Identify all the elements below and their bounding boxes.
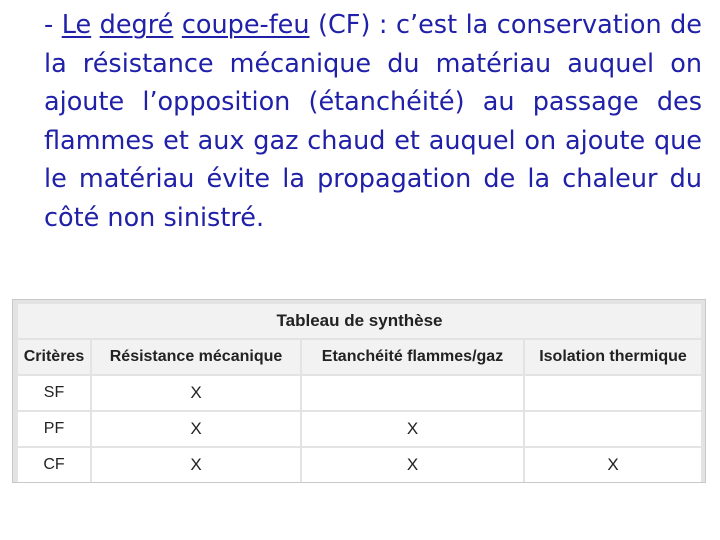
header-resistance-mecanique: Résistance mécanique — [92, 340, 300, 374]
cell-criterion: PF — [18, 412, 90, 446]
table-title: Tableau de synthèse — [18, 304, 701, 338]
synthesis-table-container — [12, 299, 706, 483]
table-row-sf — [18, 376, 701, 410]
header-etancheite: Etanchéité flammes/gaz — [302, 340, 523, 374]
cell-isolation — [525, 376, 701, 410]
cell-etancheite — [302, 376, 523, 410]
header-criteres: Critères — [18, 340, 90, 374]
term-le: Le — [61, 10, 92, 40]
table-header-row — [18, 340, 701, 374]
dash: - — [44, 10, 54, 40]
cell-resistance: X — [92, 376, 300, 410]
cell-etancheite: X — [302, 448, 523, 482]
header-isolation-thermique: Isolation thermique — [525, 340, 701, 374]
definition-text: : c’est la conservation de la résistance mécanique du matériau auquel on ajoute l’opposition (étanchéité) au passage des flammes et aux gaz chaud et auquel on ajoute que le matériau évite la propagation de la chaleur du côté non sinistré. — [44, 10, 702, 233]
cell-criterion: CF — [18, 448, 90, 482]
cell-etancheite: X — [302, 412, 523, 446]
term-abbreviation: (CF) — [318, 10, 371, 40]
synthesis-table — [16, 302, 703, 484]
term-degre: degré — [99, 10, 174, 40]
cell-criterion: SF — [18, 376, 90, 410]
term-coupe-feu: coupe-feu — [181, 10, 310, 40]
cell-isolation — [525, 412, 701, 446]
cell-resistance: X — [92, 448, 300, 482]
cell-isolation: X — [525, 448, 701, 482]
table-row-pf — [18, 412, 701, 446]
definition-paragraph — [44, 6, 702, 237]
cell-resistance: X — [92, 412, 300, 446]
table-row-cf — [18, 448, 701, 482]
